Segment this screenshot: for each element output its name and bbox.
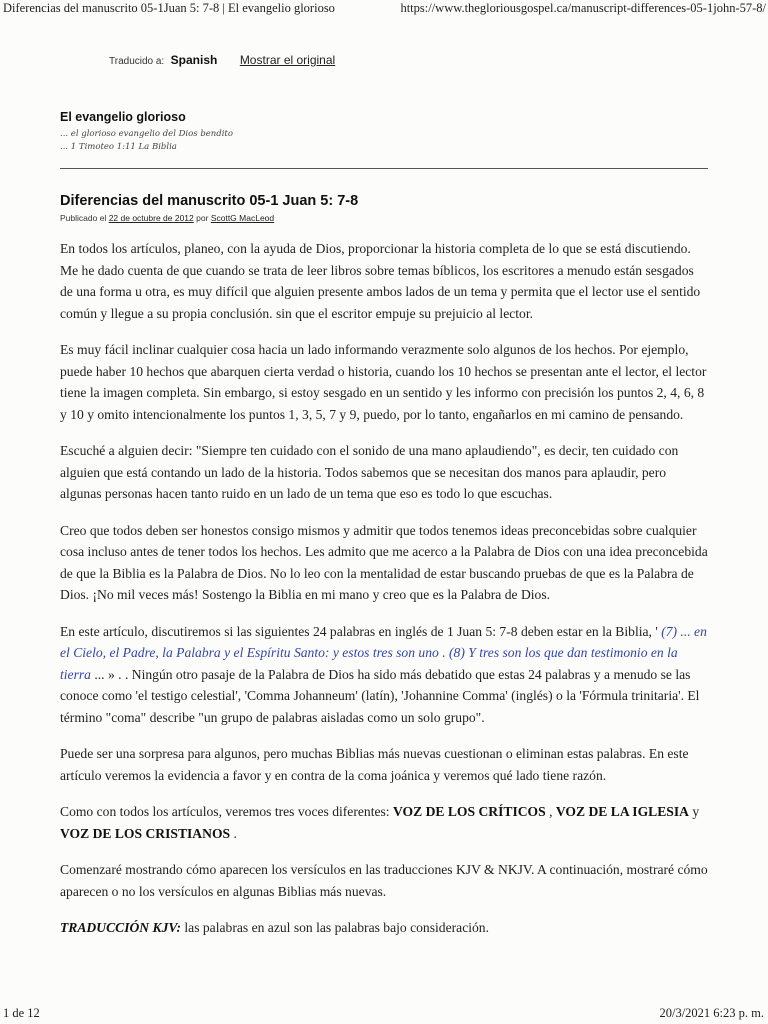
paragraph-1: En todos los artículos, planeo, con la ayuda de Dios, proporcionar la historia completa de lo que se está discutiendo. Me he dado cuenta de que cuando se trata de leer libros sobre temas bíblicos, los escritores a menudo están sesgados de una forma u otra, es muy difícil que alguien presente ambos lados de un tema y permita que el lector use el sentido común y llegue a su propia conclusión. sin que el escritor empuje su prejuicio al lector. [60,241,701,321]
post-article [60,193,708,954]
post-date-link[interactable]: 22 de octubre de 2012 [108,213,194,223]
post-byline [60,213,708,223]
author-link[interactable]: ScottG MacLeod [210,213,275,223]
post-content [60,238,708,939]
voice-critics: VOZ DE LOS CRÍTICOS [392,804,546,819]
paragraph-4: Creo que todos deben ser honestos consigo mismos y admitir que todos tenemos ideas preconcebidas sobre cualquier cosa incluso antes de tener todos los hechos. Les admito que me acerco a la Palabra de Dios con una idea preconcebida de que la Biblia es la Palabra de Dios. No lo leo con la mentalidad de estar buscando pruebas de que es la Palabra de Dios. ¡No mil veces más! Sostengo la Biblia en mi mano y creo que es la Palabra de Dios. [60,522,708,602]
paragraph-6: Puede ser una sorpresa para algunos, pero muchas Biblias más nuevas cuestionan o eliminan estas palabras. En este artículo veremos la evidencia a favor y en contra de la coma joánica y veremos qué lado tiene razón. [60,746,689,783]
print-page-url: https://www.thegloriousgospel.ca/manuscript-differences-05-1john-57-8/ [400,1,766,15]
kjv-translation-label: TRADUCCIÓN KJV: [60,920,181,935]
translate-bar [109,51,335,69]
translated-language[interactable]: Spanish [170,53,218,67]
voice-church: VOZ DE LA IGLESIA [555,804,689,819]
voice-separator-2: y [688,804,700,819]
print-footer [0,1002,768,1024]
paragraph-8: Comenzaré mostrando cómo aparecen los versículos en las traducciones KJV & NKJV. A continuación, mostraré cómo aparecen o no los versículos en algunas Biblias más nuevas. [60,862,708,899]
post-title: Diferencias del manuscrito 05-1 Juan 5: 7-8 [60,193,359,209]
site-tagline-1: ... el glorioso evangelio del Dios bendito [60,129,233,139]
byline-prefix: Publicado el [60,213,107,223]
byline-by: por [196,213,209,223]
print-page-title: Diferencias del manuscrito 05-1Juan 5: 7-8 | El evangelio glorioso [3,1,335,15]
paragraph-5 [60,621,708,729]
paragraph-9-text: las palabras en azul son las palabras bajo consideración. [180,920,489,935]
verse-quote: (7) ... en el Cielo, el Padre, la Palabra y el Espíritu Santo: y estos tres son uno . (8) Y tres son los que dan testimonio en la tierra [60,623,707,682]
site-header [60,110,233,154]
translated-to-label: Traducido a: [109,56,165,67]
voice-christians: VOZ DE LOS CRISTIANOS [60,825,231,841]
show-original-link[interactable]: Mostrar el original [239,53,336,67]
paragraph-2: Es muy fácil inclinar cualquier cosa hacia un lado informando verazmente solo algunos de los hechos. Por ejemplo, puede haber 10 hechos que abarquen cierta verdad o historia, cuando los 10 hechos se presentan ante el lector, el lector tiene la imagen completa. Sin embargo, si estoy sesgado en un sentido y les informo con precisión los puntos 2, 4, 6, 8 y 10 y omito intencionalmente los puntos 1, 3, 5, 7 y 9, puedo, por lo tanto, engañarlos en mi camino de pensando. [60,342,707,422]
print-header [0,0,768,20]
paragraph-5-intro: En este artículo, discutiremos si las siguientes 24 palabras en inglés de 1 Juan 5: 7-8 deben estar en la Biblia, ' [60,623,662,639]
header-divider [60,168,708,169]
site-tagline-2: ... 1 Timoteo 1:11 La Biblia [60,142,177,152]
paragraph-3: Escuché a alguien decir: "Siempre ten cuidado con el sonido de una mano aplaudiendo", es decir, ten cuidado con alguien que está contando un lado de la historia. Todos sabemos que se necesitan dos manos para aplaudir, pero algunas personas hacen tanto ruido en un lado de un tema que eso es todo lo que escuchas. [60,443,679,501]
print-datetime: 20/3/2021 6:23 p. m. [659,1006,764,1020]
paragraph-7-intro: Como con todos los artículos, veremos tres voces diferentes: [60,804,393,819]
site-title[interactable]: El evangelio glorioso [60,110,186,124]
voice-separator-1: , [545,804,556,819]
paragraph-5-rest: ... » . . Ningún otro pasaje de la Palabra de Dios ha sido más debatido que estas 24 palabras y a menudo se las conoce como 'el testigo celestial', 'Comma Johanneum' (latín), 'Johannine Comma' (inglés) o la 'Fórmula trinitaria'. El término "coma" describe "un grupo de palabras aisladas como un solo grupo". [60,666,700,725]
paragraph-7 [60,801,708,844]
paragraph-9 [60,917,708,939]
paragraph-7-end: . [230,825,237,841]
print-page-number: 1 de 12 [3,1006,40,1020]
